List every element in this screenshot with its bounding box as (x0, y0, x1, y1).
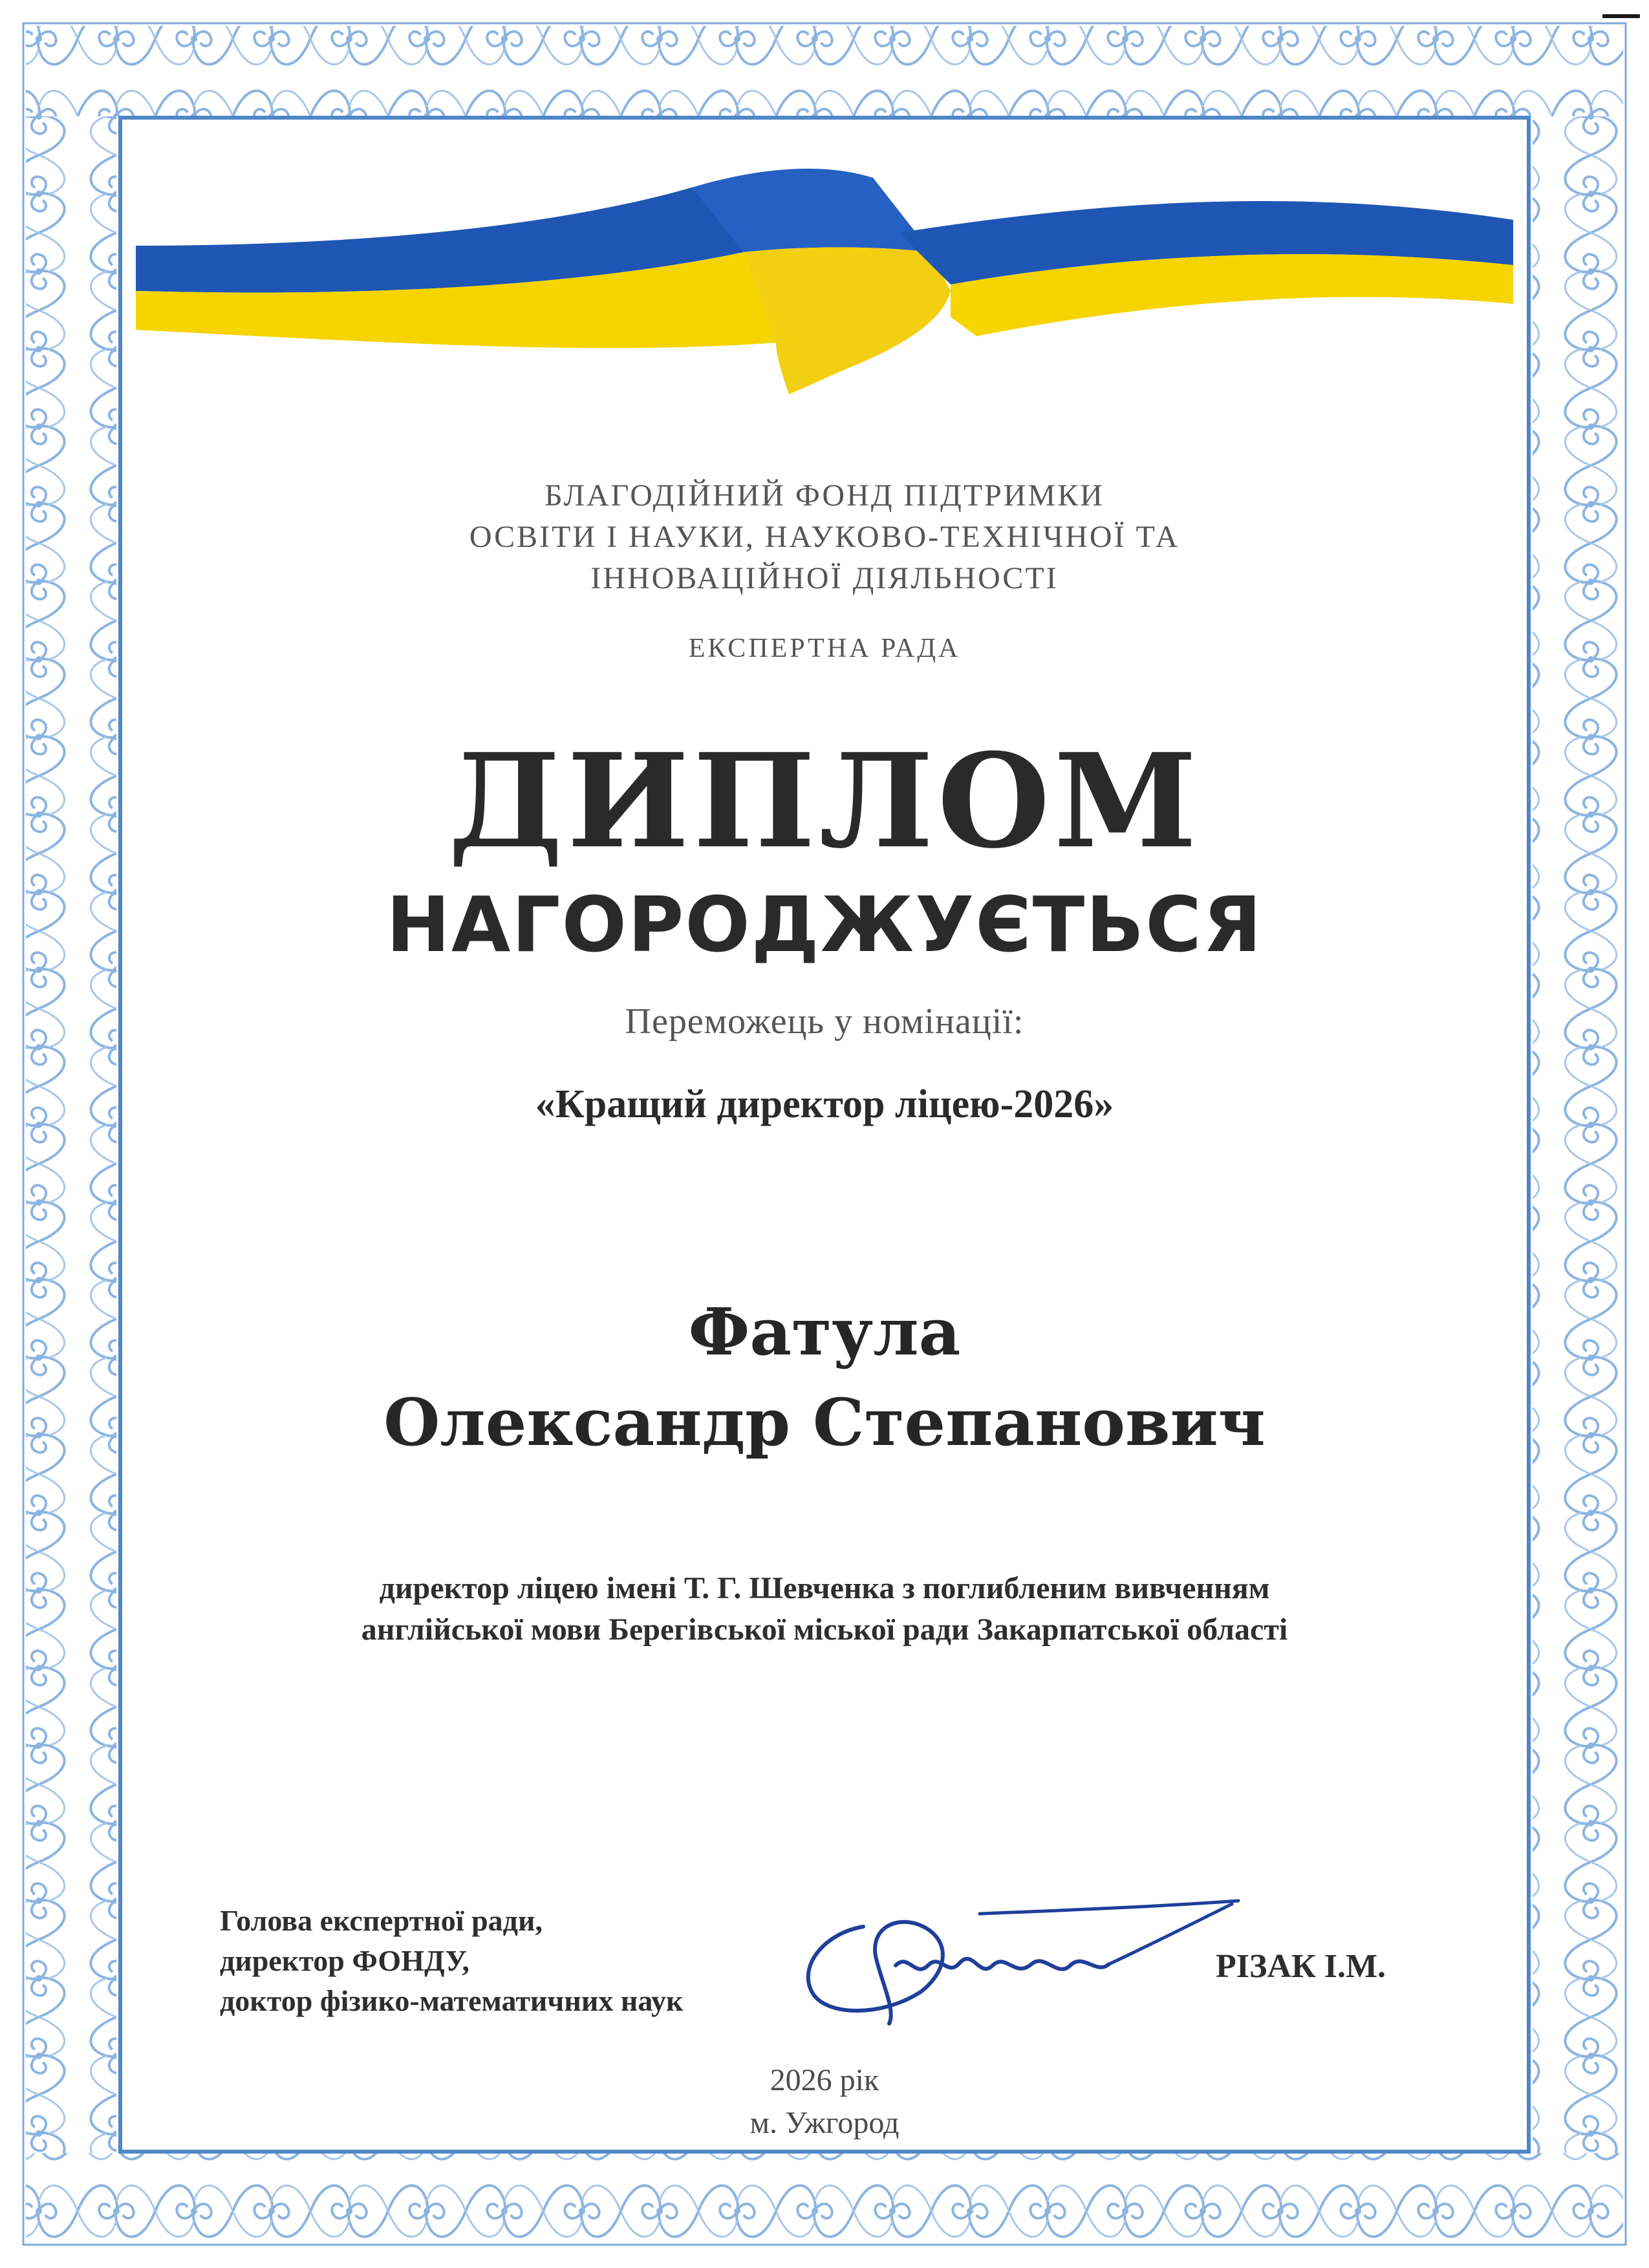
diploma-title: ДИПЛОМ (447, 725, 1202, 877)
organization-line: БЛАГОДІЙНИЙ ФОНД ПІДТРИМКИ (544, 478, 1105, 513)
scan-corner-mark (1602, 14, 1640, 18)
organization-line: ІННОВАЦІЙНОЇ ДІЯЛЬНОСТІ (590, 561, 1059, 595)
handwritten-signature (786, 1888, 1251, 2037)
signer-title-line: Голова експертної ради, (220, 1904, 543, 1937)
recipient-name (194, 1287, 1455, 1468)
issue-footer (194, 2059, 1455, 2145)
organization-name (194, 475, 1455, 599)
signer-title-line: директор ФОНДУ, (220, 1944, 469, 1977)
awarded-heading: НАГОРОДЖУЄТЬСЯ (386, 880, 1263, 969)
issue-city: м. Ужгород (749, 2106, 900, 2140)
signer-title-line: доктор фізико-математичних наук (220, 1984, 684, 2017)
organization-line: ОСВІТИ І НАУКИ, НАУКОВО-ТЕХНІЧНОЇ ТА (469, 520, 1180, 554)
position-line: директор ліцею імені Т. Г. Шевченка з поглибленим вивченням (379, 1571, 1270, 1605)
nomination-label: Переможець у номінації: (625, 1001, 1024, 1042)
nomination-title: «Кращий директор ліцею-2026» (535, 1082, 1114, 1126)
recipient-surname: Фатула (688, 1294, 961, 1370)
signer-title (220, 1901, 802, 2021)
recipient-given-names: Олександр Степанович (383, 1384, 1266, 1460)
position-line: англійської мови Берегівської міської ради Закарпатської області (361, 1612, 1288, 1647)
recipient-position (194, 1568, 1455, 1651)
ukrainian-flag-ribbon (136, 149, 1513, 401)
council-name: ЕКСПЕРТНА РАДА (688, 634, 961, 663)
signer-name: РІЗАК І.М. (1216, 1948, 1386, 1985)
issue-year: 2026 рік (770, 2063, 879, 2097)
